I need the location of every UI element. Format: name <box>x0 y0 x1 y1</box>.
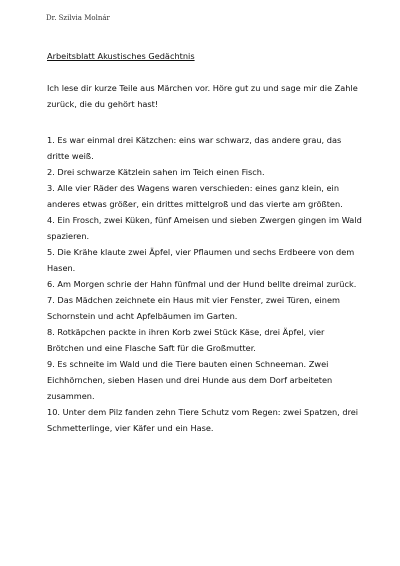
document-body <box>47 48 363 436</box>
worksheet-title: Arbeitsblatt Akustisches Gedächtnis <box>47 51 195 61</box>
author-header: Dr. Szilvia Molnár <box>46 14 110 22</box>
list-item: 5. Die Krähe klaute zwei Äpfel, vier Pflaumen und sechs Erdbeere von dem Hasen. <box>47 247 355 273</box>
list-item: 6. Am Morgen schrie der Hahn fünfmal und der Hund bellte dreimal zurück. <box>47 279 357 289</box>
list-item: 9. Es schneite im Wald und die Tiere bauten einen Schneeman. Zwei Eichhörnchen, sieben Hasen und drei Hunde aus dem Dorf arbeiteten zusammen. <box>47 359 333 401</box>
list-item: 4. Ein Frosch, zwei Küken, fünf Ameisen und sieben Zwergen gingen im Wald spazieren. <box>47 215 362 241</box>
list-item: 3. Alle vier Räder des Wagens waren verschieden: eines ganz klein, ein anderes etwas größer, ein drittes mittelgroß und das vierte am größten. <box>47 183 343 209</box>
list-item: 2. Drei schwarze Kätzlein sahen im Teich einen Fisch. <box>47 167 265 177</box>
list-item: 10. Unter dem Pilz fanden zehn Tiere Schutz vom Regen: zwei Spatzen, drei Schmetterlinge, vier Käfer und ein Hase. <box>47 407 359 433</box>
intro-paragraph: Ich lese dir kurze Teile aus Märchen vor. Höre gut zu und sage mir die Zahle zurück, die du gehört hast! <box>47 83 358 109</box>
list-item: 1. Es war einmal drei Kätzchen: eins war schwarz, das andere grau, das dritte weiß. <box>47 135 342 161</box>
list-item: 7. Das Mädchen zeichnete ein Haus mit vier Fenster, zwei Türen, einem Schornstein und acht Apfelbäumen im Garten. <box>47 295 340 321</box>
exercise-list <box>47 132 363 436</box>
list-item: 8. Rotkäpchen packte in ihren Korb zwei Stück Käse, drei Äpfel, vier Brötchen und eine Flasche Saft für die Großmutter. <box>47 327 325 353</box>
